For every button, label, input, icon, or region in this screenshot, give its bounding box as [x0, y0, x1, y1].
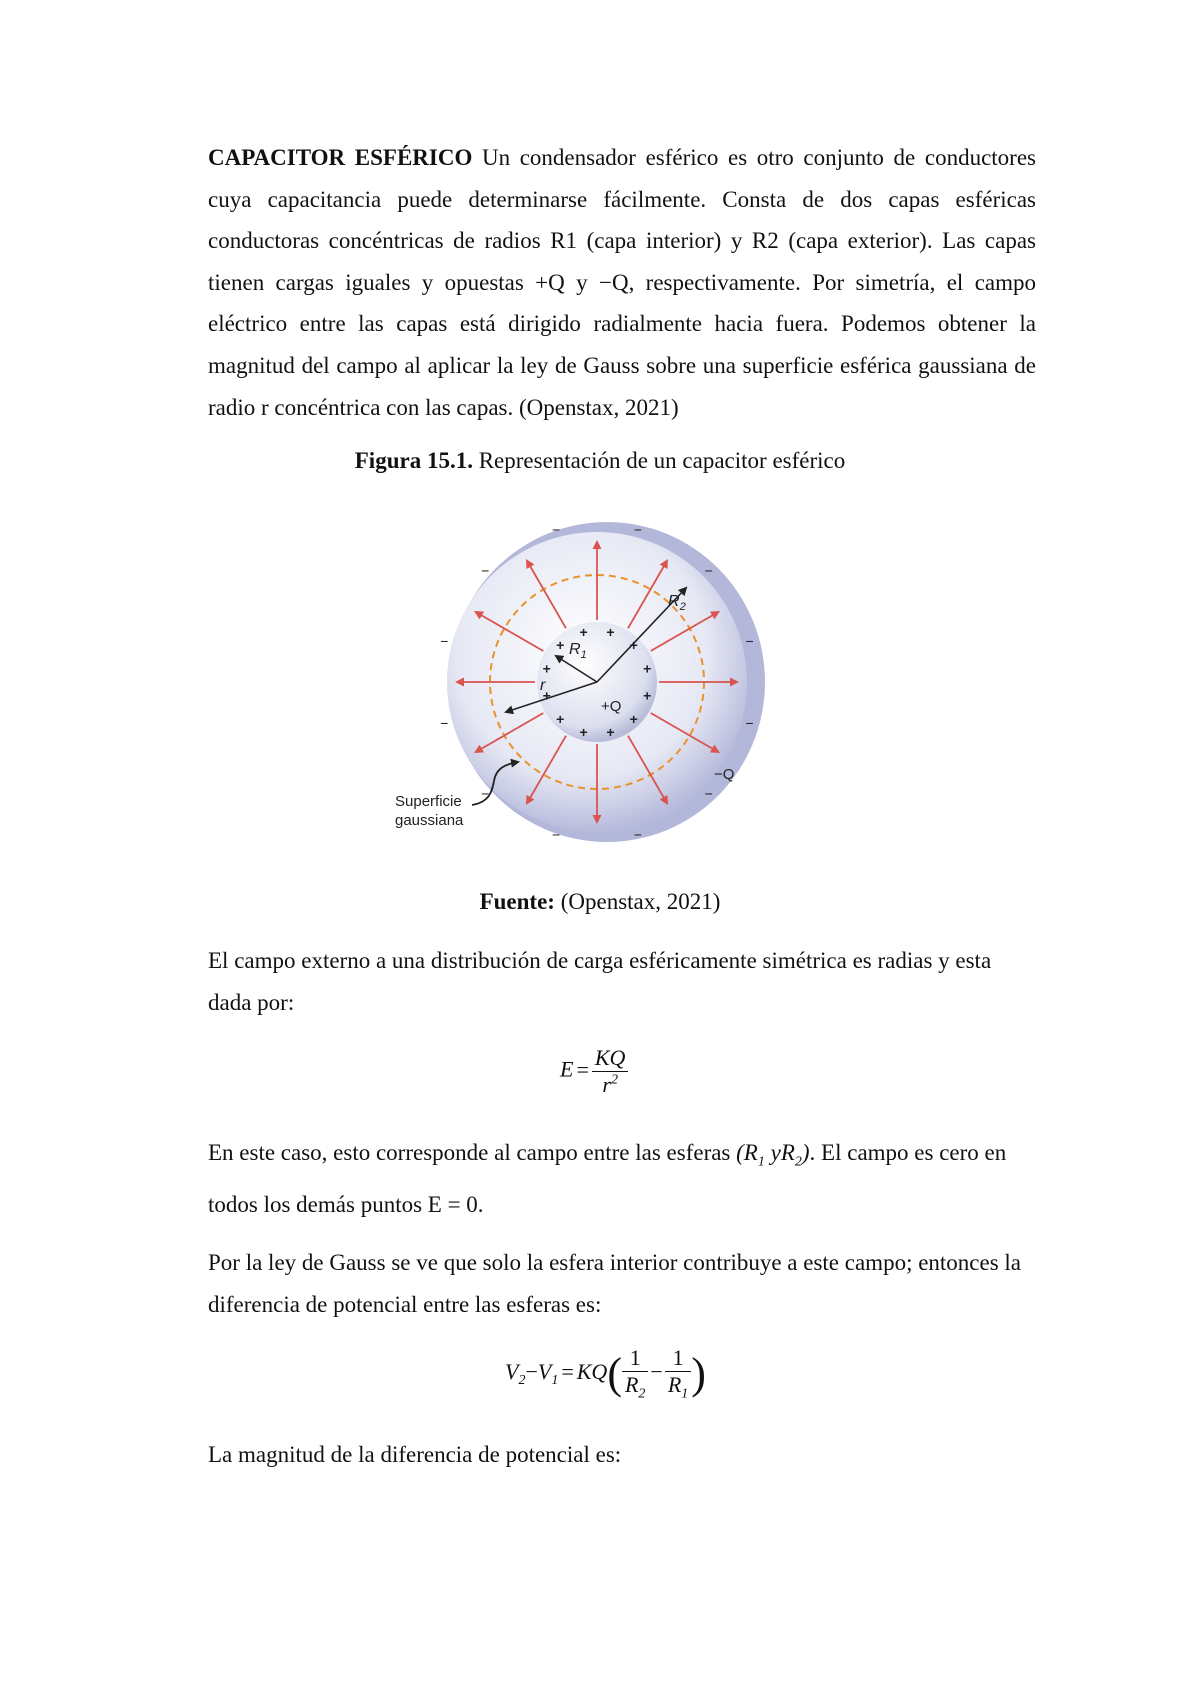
minus-charge: − [440, 633, 449, 650]
paragraph-magnitude: La magnitud de la diferencia de potencial es: [208, 1442, 622, 1467]
plus-charge: + [579, 724, 588, 741]
section-heading: CAPACITOR ESFÉRICO [208, 145, 473, 170]
plus-q-label: +Q [601, 698, 622, 715]
paragraph-field-region: En este caso, esto corresponde al campo entre las esferas ($R_1$ $yR_2$). El campo es cero en todos los demás puntos E = 0. [208, 1140, 1007, 1217]
inline-math-radii: ($R_1$ $yR_2$) [736, 1140, 810, 1170]
plus-charge: + [629, 710, 638, 727]
r2-label: $R_2$ [668, 593, 686, 613]
minus-charge: − [481, 785, 490, 802]
minus-charge: − [552, 826, 561, 843]
plus-charge: + [629, 637, 638, 654]
minus-charge: − [440, 714, 449, 731]
minus-charge: − [552, 521, 561, 538]
minus-charge: − [481, 562, 490, 579]
plus-charge: + [643, 687, 652, 704]
figure-label: Figura 15.1. [354, 448, 473, 473]
paragraph-gauss-law: Por la ley de Gauss se ve que solo la esfera interior contribuye a este campo; entonces la diferencia de potencial entre las esferas es: [208, 1250, 1022, 1317]
r1-label: $R_1$ [569, 641, 587, 661]
source-text: (Openstax, 2021) [554, 889, 721, 914]
intro-paragraph [208, 137, 1036, 428]
minus-q-label: −Q [714, 766, 735, 783]
r-label: r [540, 677, 546, 694]
equation-field: E = $\frac{KQ}{r^2}$ [560, 1045, 760, 1115]
plus-charge: + [556, 710, 565, 727]
minus-charge: − [633, 826, 642, 843]
minus-charge: − [704, 562, 713, 579]
plus-charge: + [556, 637, 565, 654]
plus-charge: + [542, 660, 551, 677]
paragraph-external-field: El campo externo a una distribución de carga esféricamente simétrica es radias y esta dada por: [208, 948, 992, 1015]
figure-caption-text: Representación de un capacitor esférico [472, 448, 846, 473]
plus-charge: + [542, 687, 551, 704]
minus-charge: − [704, 785, 713, 802]
intro-body: Un condensador esférico es otro conjunto de conductores cuya capacitancia puede determinarse fácilmente. Consta de dos capas esféricas conductoras concéntricas de radios R1 (capa interior) y R2 (capa exterior). Las capas tienen cargas iguales y opuestas +Q y −Q, respectivamente. Por simetría, el campo eléctrico entre las capas está dirigido radialmente hacia fuera. Podemos obtener la magnitud del campo al aplicar la ley de Gauss sobre una superficie esférica gaussiana de radio r concéntrica con las capas. (Openstax, 2021) [208, 145, 1036, 420]
source-label: Fuente: [479, 889, 555, 914]
minus-charge: − [745, 633, 754, 650]
equation-potential-difference: $V_2-V_1 = KQ$( $\frac{1}{R_2}$ − $\frac{1}{R_1}$ ) [505, 1345, 706, 1402]
gaussian-label-line1: Superficie [395, 793, 462, 810]
figure-caption [0, 448, 1200, 474]
figure-source [0, 889, 1200, 915]
spherical-capacitor-figure [395, 506, 810, 851]
plus-charge: + [579, 623, 588, 640]
plus-charge: + [606, 623, 615, 640]
plus-charge: + [643, 660, 652, 677]
plus-charge: + [606, 724, 615, 741]
minus-charge: − [633, 521, 642, 538]
gaussian-label-line2: gaussiana [395, 812, 464, 829]
minus-charge: − [745, 714, 754, 731]
